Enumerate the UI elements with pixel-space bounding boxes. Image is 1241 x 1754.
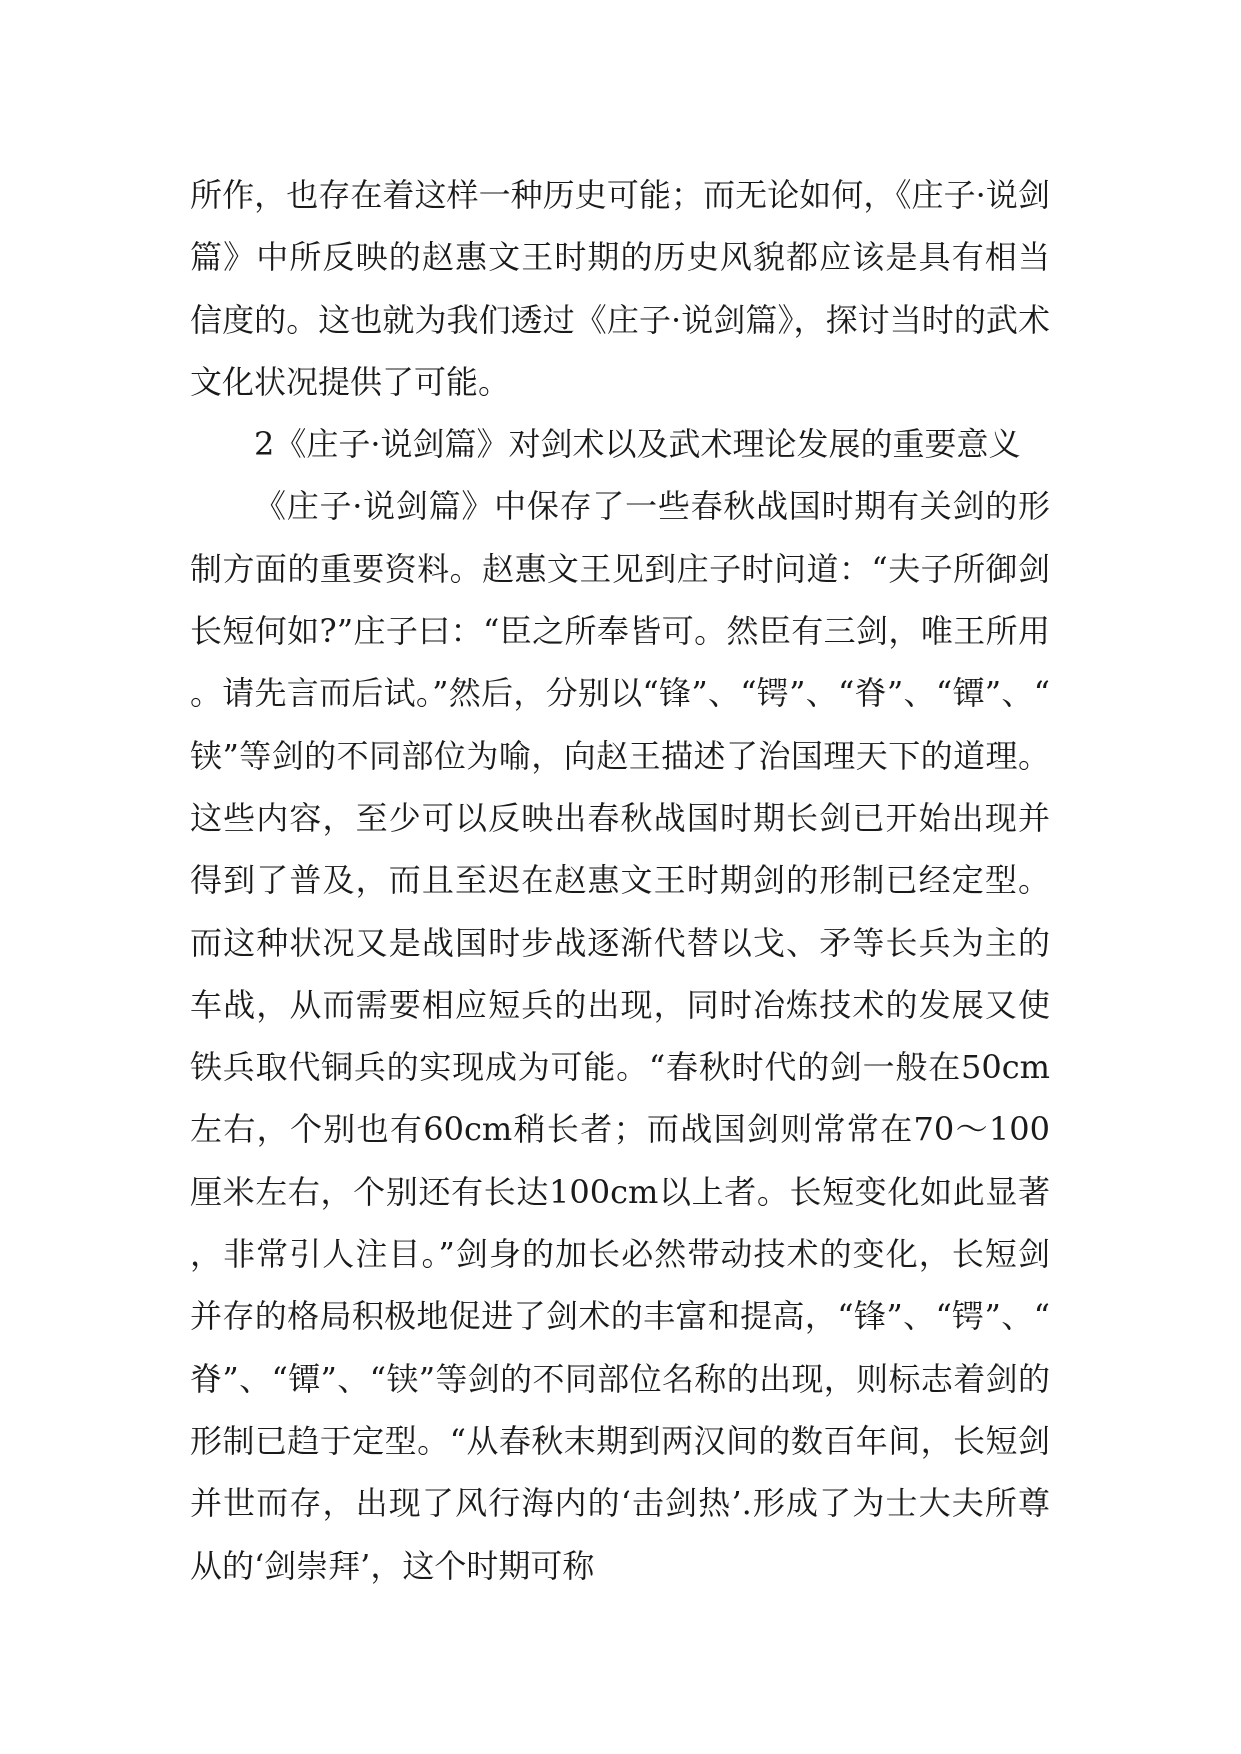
body-text xyxy=(190,164,1050,1597)
section-heading: 2《庄子·说剑篇》对剑术以及武术理论发展的重要意义 xyxy=(254,425,1021,464)
paragraph-sword-form: 《庄子·说剑篇》中保存了一些春秋战国时期有关剑的形制方面的重要资料。赵惠文王见到庄子时问道：“夫子所御剑长短何如?”庄子曰：“臣之所奉皆可。然臣有三剑，唯王所用。请先言而后试。”然后，分别以“锋”、“锷”、“脊”、“镡”、“铗”等剑的不同部位为喻，向赵王描述了治国理天下的道理。这些内容，至少可以反映出春秋战国时期长剑已开始出现并得到了普及，而且至迟在赵惠文王时期剑的形制已经定型。而这种状况又是战国时步战逐渐代替以戈、矛等长兵为主的车战，从而需要相应短兵的出现，同时冶炼技术的发展又使铁兵取代铜兵的实现成为可能。“春秋时代的剑一般在50cm左右，个别也有60cm稍长者；而战国剑则常常在70～100厘米左右，个别还有长达100cm以上者。长短变化如此显著，非常引人注目。”剑身的加长必然带动技术的变化，长短剑并存的格局积极地促进了剑术的丰富和提高，“锋”、“锷”、“脊”、“镡”、“铗”等剑的不同部位名称的出现，则标志着剑的形制已趋于定型。“从春秋末期到两汉间的数百年间，长短剑并世而存，出现了风行海内的‘击剑热’.形成了为士大夫所尊从的‘剑崇拜’，这个时期可称 xyxy=(190,487,1050,1585)
paragraph-continuation: 所作，也存在着这样一种历史可能；而无论如何，《庄子·说剑篇》中所反映的赵惠文王时期的历史风貌都应该是具有相当信度的。这也就为我们透过《庄子·说剑篇》，探讨当时的武术文化状况提供了可能。 xyxy=(190,176,1050,401)
